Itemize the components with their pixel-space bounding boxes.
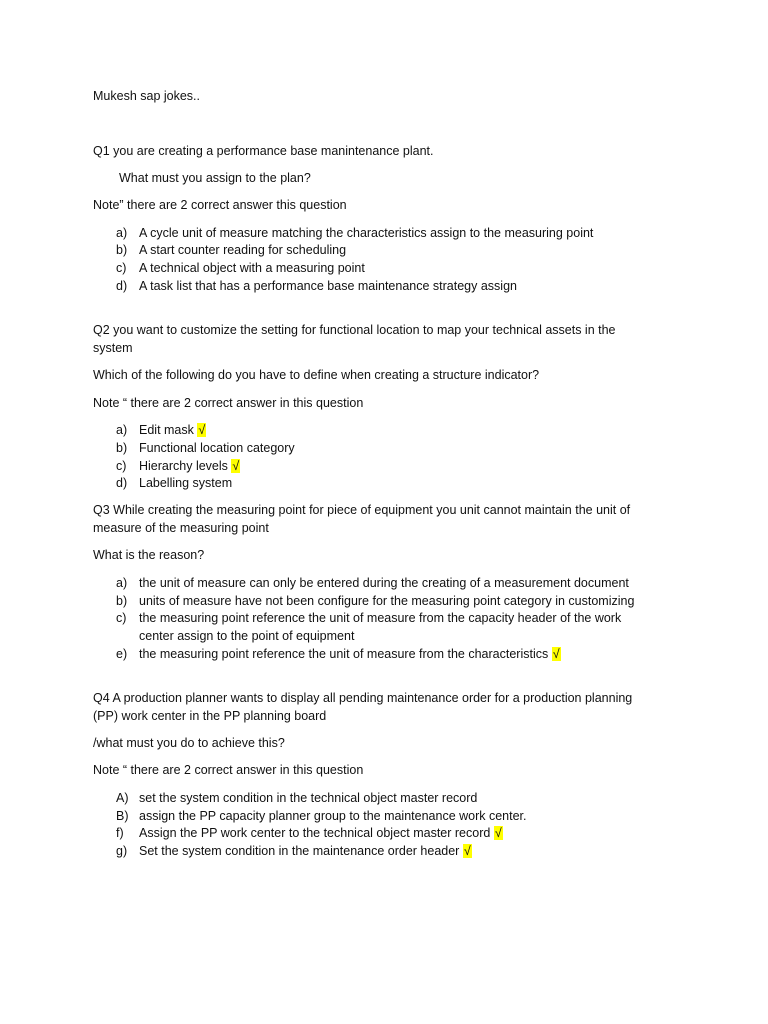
option-text: Edit mask bbox=[139, 423, 198, 437]
correct-check-mark: √ bbox=[463, 844, 471, 858]
q1-question: Q1 you are creating a performance base manintenance plant. bbox=[93, 144, 434, 158]
q1-subquestion: What must you assign to the plan? bbox=[119, 171, 311, 185]
option-marker: f) bbox=[116, 826, 124, 840]
option-marker: a) bbox=[116, 423, 128, 437]
q4-subquestion: /what must you do to achieve this? bbox=[93, 736, 285, 750]
q4-question-line2: (PP) work center in the PP planning board bbox=[93, 709, 327, 723]
option-text: Labelling system bbox=[139, 476, 233, 490]
option-text: the unit of measure can only be entered during the creating of a measurement document bbox=[139, 576, 629, 590]
option-marker: b) bbox=[116, 441, 128, 455]
q3-question-line2: measure of the measuring point bbox=[93, 521, 269, 535]
option-text: set the system condition in the technical object master record bbox=[139, 791, 478, 805]
option-text: Hierarchy levels bbox=[139, 459, 232, 473]
document-title: Mukesh sap jokes.. bbox=[93, 89, 200, 103]
option-text: the measuring point reference the unit of measure from the characteristics bbox=[139, 647, 552, 661]
option-text: A technical object with a measuring point bbox=[139, 261, 365, 275]
q4-question-line1: Q4 A production planner wants to display all pending maintenance order for a production planning bbox=[93, 691, 633, 705]
q1-note: Note” there are 2 correct answer this question bbox=[93, 198, 347, 212]
option-marker: a) bbox=[116, 576, 128, 590]
q2-note: Note “ there are 2 correct answer in this question bbox=[93, 396, 364, 410]
option-marker: d) bbox=[116, 476, 128, 490]
option-text-line1: the measuring point reference the unit of measure from the capacity header of the work bbox=[139, 611, 622, 625]
correct-check-mark: √ bbox=[232, 459, 240, 473]
q3-question-line1: Q3 While creating the measuring point for piece of equipment you unit cannot maintain the unit of bbox=[93, 503, 631, 517]
q2-question-line2: system bbox=[93, 341, 133, 355]
option-marker: a) bbox=[116, 226, 128, 240]
option-text: Functional location category bbox=[139, 441, 295, 455]
option-text: Assign the PP work center to the technical object master record bbox=[139, 826, 494, 840]
option-marker: d) bbox=[116, 279, 128, 293]
option-text: assign the PP capacity planner group to the maintenance work center. bbox=[139, 809, 527, 823]
q4-note: Note “ there are 2 correct answer in this question bbox=[93, 763, 364, 777]
q3-subquestion: What is the reason? bbox=[93, 548, 205, 562]
option-marker: b) bbox=[116, 594, 128, 608]
option-marker: c) bbox=[116, 261, 127, 275]
option-text: units of measure have not been configure for the measuring point category in customizing bbox=[139, 594, 635, 608]
option-marker: A) bbox=[116, 791, 129, 805]
option-text: A start counter reading for scheduling bbox=[139, 243, 347, 257]
option-text-line2: center assign to the point of equipment bbox=[139, 629, 355, 643]
option-marker: g) bbox=[116, 844, 128, 858]
option-marker: e) bbox=[116, 647, 128, 661]
option-marker: b) bbox=[116, 243, 128, 257]
option-text: A task list that has a performance base maintenance strategy assign bbox=[139, 279, 517, 293]
option-marker: c) bbox=[116, 611, 127, 625]
q2-question-line1: Q2 you want to customize the setting for functional location to map your technical assets in the bbox=[93, 323, 616, 337]
option-text: A cycle unit of measure matching the characteristics assign to the measuring point bbox=[139, 226, 594, 240]
q2-subquestion: Which of the following do you have to define when creating a structure indicator? bbox=[93, 368, 540, 382]
correct-check-mark: √ bbox=[552, 647, 560, 661]
option-marker: B) bbox=[116, 809, 129, 823]
option-text: Set the system condition in the maintenance order header bbox=[139, 844, 463, 858]
correct-check-mark: √ bbox=[198, 423, 206, 437]
option-marker: c) bbox=[116, 459, 127, 473]
correct-check-mark: √ bbox=[494, 826, 502, 840]
